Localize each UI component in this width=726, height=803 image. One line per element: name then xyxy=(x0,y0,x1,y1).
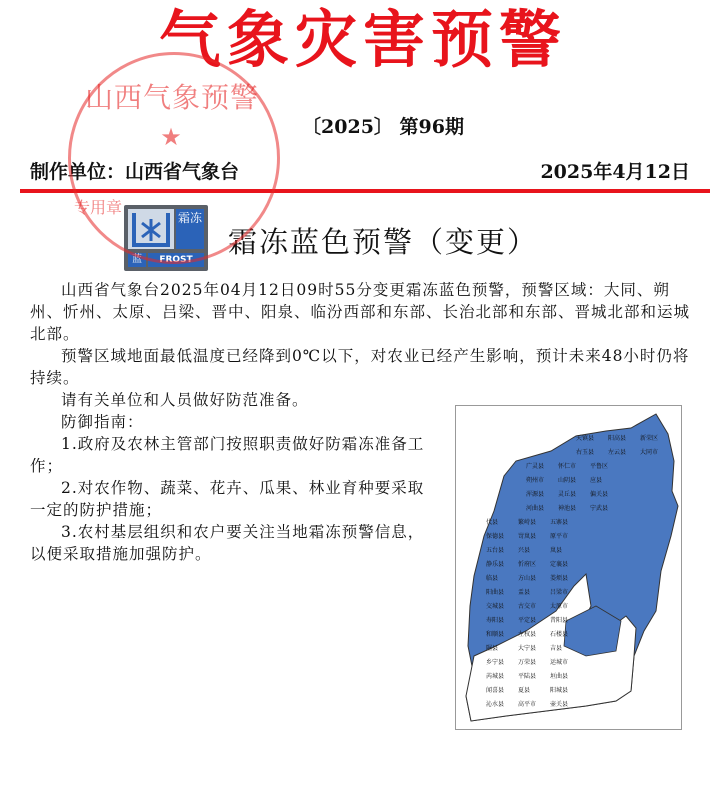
map-county-label: 方山县 xyxy=(518,575,537,582)
red-divider xyxy=(20,189,710,193)
map-county-label: 娄烦县 xyxy=(550,575,569,582)
map-county-label: 阳高县 xyxy=(608,435,627,442)
seal-bottom-text: 专用章 xyxy=(74,198,123,217)
map-county-label: 石楼县 xyxy=(550,631,569,638)
map-county-label: 寿阳县 xyxy=(486,617,505,624)
defense-guide xyxy=(30,411,440,565)
guide-title: 防御指南： xyxy=(61,413,144,431)
map-county-label: 大宁县 xyxy=(518,645,537,652)
map-county-label: 壶关县 xyxy=(550,701,569,708)
icon-english-text: FROST xyxy=(148,253,204,267)
map-county-label: 隰县 xyxy=(486,645,499,652)
map-county-label: 五寨县 xyxy=(550,519,569,526)
map-county-label: 右玉县 xyxy=(576,449,595,456)
document-title: 气象灾害预警 xyxy=(158,3,567,76)
map-county-label: 定襄县 xyxy=(550,561,569,568)
map-county-label: 和顺县 xyxy=(486,631,505,638)
map-county-label: 朔州市 xyxy=(526,477,545,484)
map-county-label: 盂县 xyxy=(518,589,531,596)
map-county-label: 静乐县 xyxy=(486,561,505,568)
map-county-label: 万荣县 xyxy=(518,659,537,666)
map-county-label: 灵丘县 xyxy=(558,491,577,498)
map-county-label: 大同市 xyxy=(640,449,659,456)
map-county-label: 乡宁县 xyxy=(486,659,505,666)
frost-warning-icon xyxy=(124,205,208,271)
map-county-label: 夏县 xyxy=(518,687,531,694)
map-county-label: 代县 xyxy=(486,519,499,526)
map-county-label: 平鲁区 xyxy=(590,463,609,470)
map-county-label: 左权县 xyxy=(518,631,537,638)
map-county-label: 天镇县 xyxy=(576,435,595,442)
seal-star-icon: ★ xyxy=(160,123,182,151)
guide-item: 2.对农作物、蔬菜、花卉、瓜果、林业育种要采取一定的防护措施； xyxy=(30,479,425,519)
map-county-label: 临县 xyxy=(486,575,499,582)
map-county-label: 应县 xyxy=(590,477,603,484)
map-county-label: 浑源县 xyxy=(526,491,545,498)
map-county-label: 吉县 xyxy=(550,645,563,652)
guide-item: 3.农村基层组织和农户要关注当地霜冻预警信息，以便采取措施加强防护。 xyxy=(30,523,425,563)
frost-symbol-icon xyxy=(128,209,174,249)
warning-title: 霜冻蓝色预警（变更） xyxy=(228,225,539,259)
map-county-label: 太原市 xyxy=(550,603,569,610)
guide-item: 1.政府及农林主管部门按照职责做好防霜冻准备工作； xyxy=(30,435,425,475)
map-county-label: 昔阳县 xyxy=(550,617,569,624)
icon-level-text: 蓝 xyxy=(128,253,146,267)
issue-date: 2025年4月12日 xyxy=(540,161,690,183)
paragraph: 预警区域地面最低温度已经降到0℃以下，对农业已经产生影响，预计未来48小时仍将持续。 xyxy=(30,347,690,387)
map-county-label: 运城市 xyxy=(550,659,569,666)
map-county-label: 垣曲县 xyxy=(550,673,569,680)
icon-side-text: 霜冻 xyxy=(176,209,204,249)
issuing-unit: 制作单位：山西省气象台 xyxy=(30,161,240,183)
map-county-label: 芮城县 xyxy=(486,673,505,680)
map-county-label: 交城县 xyxy=(486,603,505,610)
map-county-label: 兴县 xyxy=(518,547,531,554)
map-county-label: 岢岚县 xyxy=(518,533,537,540)
map-county-label: 古交市 xyxy=(518,603,537,610)
warning-area-map xyxy=(455,405,682,730)
map-county-label: 五台县 xyxy=(486,547,505,554)
map-county-label: 神池县 xyxy=(558,505,577,512)
map-county-label: 闻喜县 xyxy=(486,687,505,694)
map-county-label: 繁峙县 xyxy=(518,519,537,526)
map-county-label: 平陆县 xyxy=(518,673,537,680)
seal-top-text: 山西气象预警 xyxy=(84,81,259,114)
map-county-label: 河曲县 xyxy=(526,505,545,512)
map-county-label: 阳城县 xyxy=(550,687,569,694)
map-county-label: 岚县 xyxy=(550,547,563,554)
map-county-label: 保德县 xyxy=(486,533,505,540)
map-county-label: 平定县 xyxy=(518,617,537,624)
map-county-label: 广灵县 xyxy=(526,463,545,470)
map-county-label: 忻府区 xyxy=(518,561,537,568)
map-county-label: 高平市 xyxy=(518,701,537,708)
issue-number: 〔2025〕 第96期 xyxy=(302,116,464,138)
map-county-label: 新荣区 xyxy=(640,435,659,442)
paragraph: 请有关单位和人员做好防范准备。 xyxy=(61,391,309,409)
map-county-label: 原平市 xyxy=(550,533,569,540)
map-county-label: 沁水县 xyxy=(486,701,505,708)
map-county-label: 阳曲县 xyxy=(486,589,505,596)
map-county-label: 偏关县 xyxy=(590,491,609,498)
map-county-label: 左云县 xyxy=(608,449,627,456)
paragraph: 山西省气象台2025年04月12日09时55分变更霜冻蓝色预警，预警区域：大同、朔州、忻州、太原、吕梁、晋中、阳泉、临汾西部和东部、长治北部和东部、晋城北部和运城北部。 xyxy=(30,281,691,343)
map-county-label: 山阴县 xyxy=(558,477,577,484)
map-county-label: 吕梁市 xyxy=(550,589,569,596)
map-county-label: 宁武县 xyxy=(590,505,609,512)
map-county-label: 怀仁市 xyxy=(558,463,577,470)
